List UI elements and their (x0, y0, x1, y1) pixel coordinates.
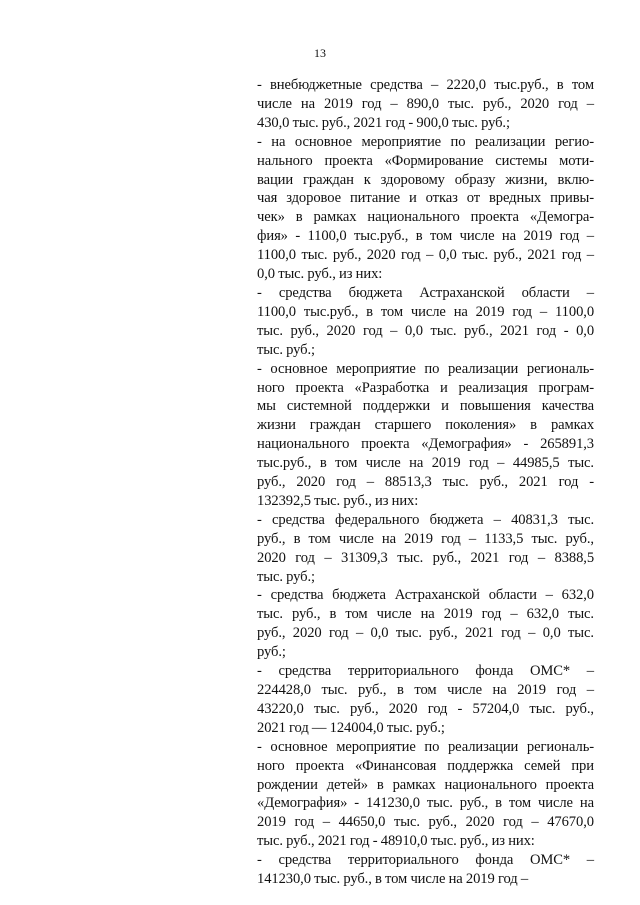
text-line: 1100,0 тыс. руб., 2020 год – 0,0 тыс. руб., 2021 год – (257, 247, 594, 264)
text-line: нального проекта «Формирование системы моти- (257, 152, 595, 169)
text-line: тыс. руб., в том числе на 2019 год – 632,0 тыс. (257, 606, 594, 623)
paragraph (257, 76, 594, 133)
text-line: - внебюджетные средства – 2220,0 тыс.руб., в том (257, 77, 594, 93)
text-line: - основное мероприятие по реализации региональ- (257, 360, 595, 377)
text-line: руб., 2020 год – 88513,3 тыс. руб., 2021 год - (257, 474, 594, 491)
text-line: тыс.руб., в том числе на 2019 год – 44985,5 тыс. (257, 455, 594, 472)
text-line: - основное мероприятие по реализации региональ- (257, 738, 595, 755)
text-line: - средства федерального бюджета – 40831,3 тыс. (257, 511, 595, 528)
paragraph (257, 738, 594, 851)
text-line: - средства бюджета Астраханской области – 632,0 (257, 587, 595, 604)
text-line: тыс. руб., 2021 год - 48910,0 тыс. руб., из них: (257, 833, 535, 850)
paragraph (257, 133, 594, 284)
text-line: 2020 год – 31309,3 тыс. руб., 2021 год – 8388,5 (257, 549, 595, 566)
text-line: 2021 год — 124004,0 тыс. руб.; (257, 719, 445, 736)
paragraph (257, 586, 594, 662)
text-line: руб., 2020 год – 0,0 тыс. руб., 2021 год – 0,0 тыс. (257, 625, 594, 642)
text-line: 0,0 тыс. руб., из них: (257, 266, 383, 283)
text-line: руб.; (257, 644, 286, 661)
document-body (257, 76, 594, 889)
page-number: 13 (314, 46, 326, 60)
text-line: тыс. руб.; (257, 568, 315, 585)
text-line: числе на 2019 год – 890,0 тыс. руб., 2020 год – (257, 95, 594, 112)
text-line: 430,0 тыс. руб., 2021 год - 900,0 тыс. руб.; (257, 114, 510, 131)
paragraph (257, 511, 594, 587)
text-line: фия» - 1100,0 тыс.руб., в том числе на 2019 год – (257, 228, 594, 245)
text-line: - средства бюджета Астраханской области – (257, 284, 594, 301)
text-line: национального проекта «Демография» - 265891,3 (257, 436, 595, 453)
text-line: рождении детей» в рамках национального проекта (257, 776, 594, 793)
text-line: чая здоровое питание и отказ от вредных привы- (257, 190, 594, 207)
text-line: 2019 год – 44650,0 тыс. руб., 2020 год – 47670,0 (257, 814, 594, 831)
text-line: - на основное мероприятие по реализации регио- (257, 133, 594, 150)
text-line: ного проекта «Разработка и реализация програм- (257, 379, 594, 396)
paragraph (257, 662, 594, 738)
text-line: руб., в том числе на 2019 год – 1133,5 тыс. руб., (257, 530, 594, 547)
paragraph (257, 284, 594, 360)
text-line: 141230,0 тыс. руб., в том числе на 2019 год – (257, 871, 529, 888)
paragraph (257, 360, 594, 511)
paragraph (257, 851, 594, 889)
text-line: «Демография» - 141230,0 тыс. руб., в том числе на (257, 795, 594, 812)
text-line: вации граждан к здоровому образу жизни, вклю- (257, 171, 594, 188)
text-line: жизни граждан старшего поколения» в рамках (257, 417, 595, 434)
text-line: 132392,5 тыс. руб., из них: (257, 492, 419, 509)
text-line: ного проекта «Финансовая поддержка семей при (257, 757, 594, 774)
text-line: 43220,0 тыс. руб., 2020 год - 57204,0 тыс. руб., (257, 700, 594, 717)
text-line: - средства территориального фонда ОМС* – (257, 852, 594, 869)
text-line: чек» в рамках национального проекта «Демогра- (257, 209, 595, 226)
text-line: - средства территориального фонда ОМС* – (257, 663, 594, 680)
text-line: 1100,0 тыс.руб., в том числе на 2019 год – 1100,0 (257, 303, 595, 320)
text-line: 224428,0 тыс. руб., в том числе на 2019 год – (257, 682, 594, 698)
text-line: мы системной поддержки и повышения качества (257, 398, 594, 415)
text-line: тыс. руб.; (257, 341, 315, 358)
text-line: тыс. руб., 2020 год – 0,0 тыс. руб., 2021 год - 0,0 (257, 322, 595, 339)
